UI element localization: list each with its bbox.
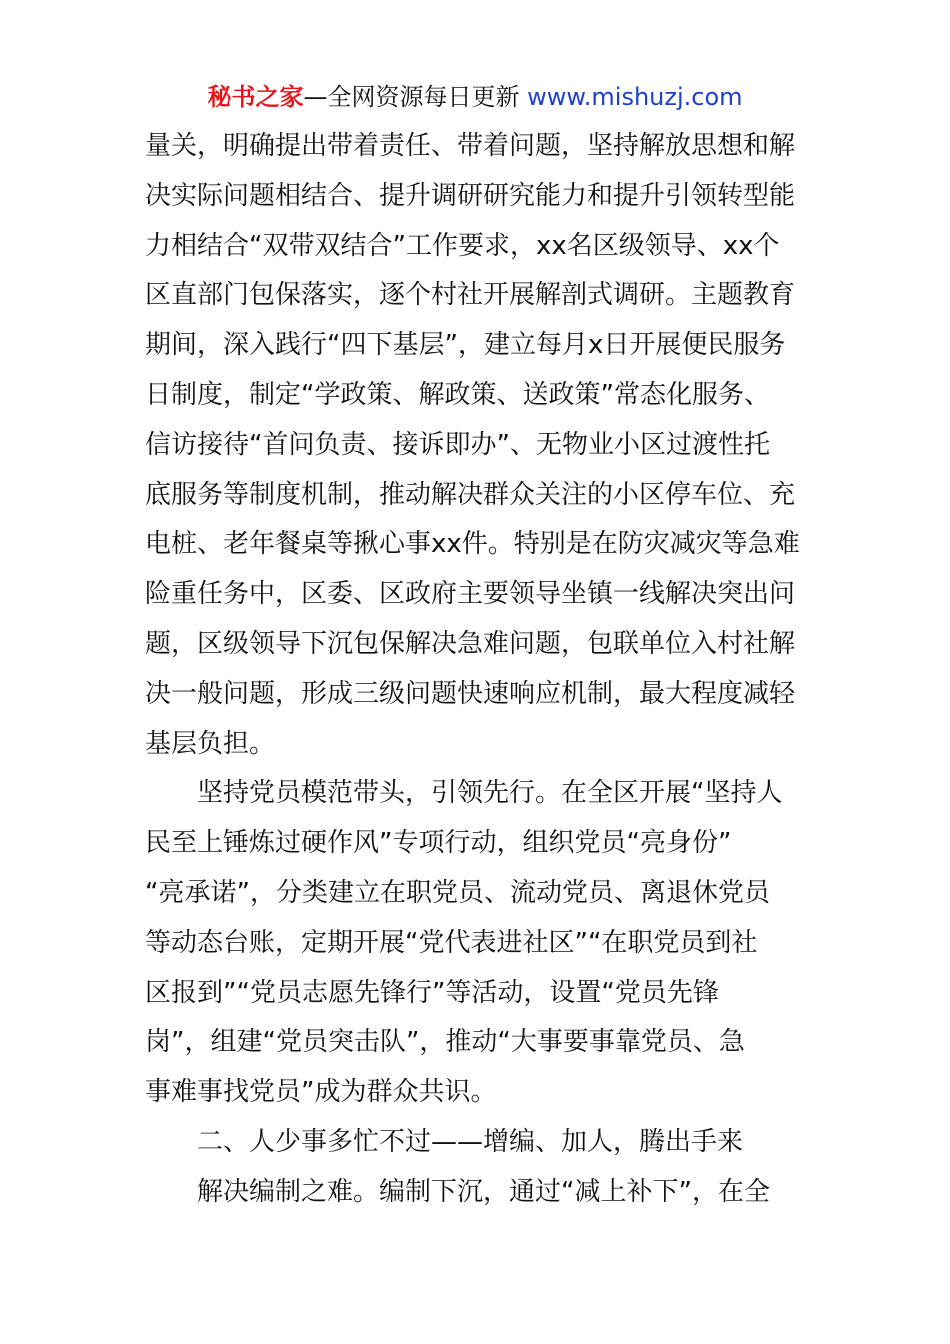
text-line: 期间，深入践行“四下基层”，建立每月x日开展便民服务 xyxy=(145,330,786,361)
document-body xyxy=(145,122,815,1218)
site-url-link[interactable]: www.mishuzj.com xyxy=(519,83,743,111)
site-header xyxy=(0,80,950,114)
text-line: 决一般问题，形成三级问题快速响应机制，最大程度减轻 xyxy=(145,678,796,709)
text-line: 量关，明确提出带着责任、带着问题，坚持解放思想和解 xyxy=(145,131,796,161)
text-line: 力相结合“双带双结合”工作要求，xx名区级领导、xx个 xyxy=(145,230,780,261)
site-brand: 秘书之家 xyxy=(207,83,304,111)
text-line: 决实际问题相结合、提升调研研究能力和提升引领转型能 xyxy=(145,180,796,211)
paragraph-start-line: 坚持党员模范带头，引领先行。在全区开展“坚持人 xyxy=(197,778,783,809)
text-line: 等动态台账，定期开展“党代表进社区”“在职党员到社 xyxy=(145,927,758,958)
paragraph-start-line: 解决编制之难。编制下沉，通过“减上补下”，在全 xyxy=(197,1176,770,1207)
text-line: “亮承诺”，分类建立在职党员、流动党员、离退休党员 xyxy=(145,877,770,908)
text-line: 区直部门包保落实，逐个村社开展解剖式调研。主题教育 xyxy=(145,280,796,311)
text-line: 题，区级领导下沉包保解决急难问题，包联单位入村社解 xyxy=(145,628,796,659)
text-line: 岗”，组建“党员突击队”，推动“大事要事靠党员、急 xyxy=(145,1027,745,1058)
text-line: 底服务等制度机制，推动解决群众关注的小区停车位、充 xyxy=(145,479,796,510)
text-line: 险重任务中，区委、区政府主要领导坐镇一线解决突出问 xyxy=(145,579,796,610)
text-line: 基层负担。 xyxy=(145,728,276,759)
text-line: 电桩、老年餐桌等揪心事xx件。特别是在防灾减灾等急难 xyxy=(145,529,800,560)
site-tagline: —全网资源每日更新 xyxy=(303,83,520,111)
section-heading: 二、人少事多忙不过——增编、加人，腾出手来 xyxy=(197,1126,744,1157)
text-line: 信访接待“首问负责、接诉即办”、无物业小区过渡性托 xyxy=(145,429,770,460)
text-line: 事难事找党员”成为群众共识。 xyxy=(145,1077,497,1108)
text-line: 民至上锤炼过硬作风”专项行动，组织党员“亮身份” xyxy=(145,828,732,859)
text-line: 日制度，制定“学政策、解政策、送政策”常态化服务、 xyxy=(145,379,770,410)
text-line: 区报到”“党员志愿先锋行”等活动，设置“党员先锋 xyxy=(145,977,719,1008)
